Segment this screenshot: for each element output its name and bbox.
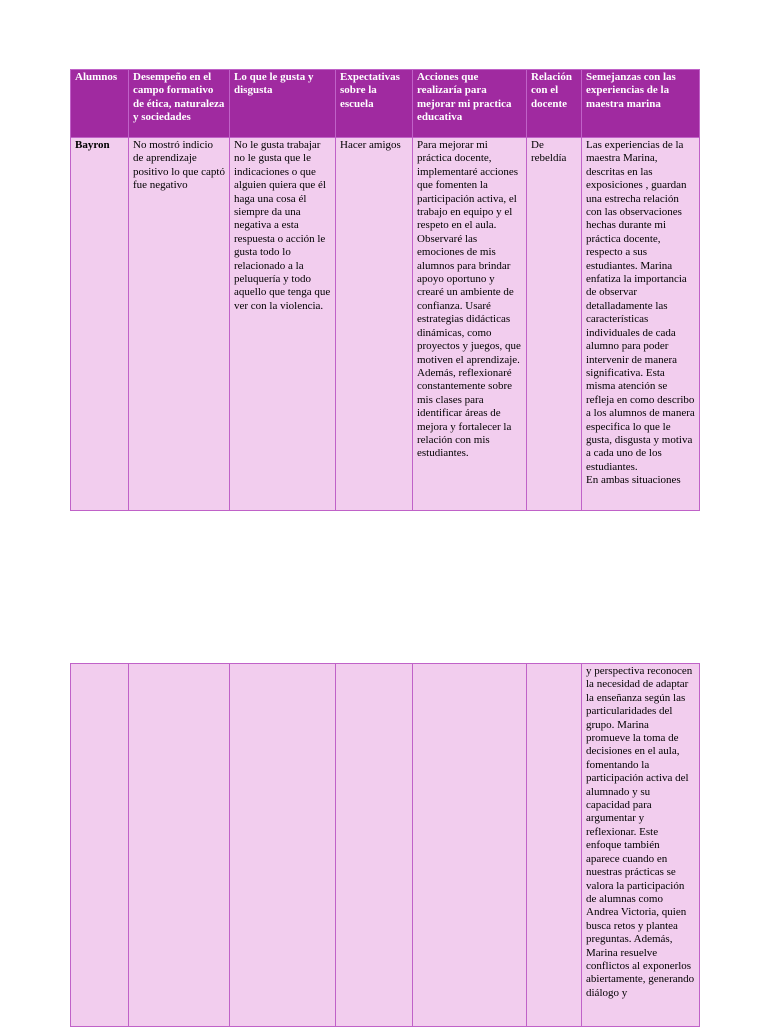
- header-relacion: Relación con el docente: [527, 70, 582, 138]
- cell-acciones: Para mejorar mi práctica docente, implementaré acciones que fomenten la participación activa, el trabajo en equipo y el respeto en el aula. Observaré las emociones de mis alumnos para brindar apoyo oportuno y crearé un ambiente de confianza. Usaré estrategias didácticas dinámicas, como proyectos y juegos, que motiven el aprendizaje. Además, reflexionaré constantemente sobre mis clases para identificar áreas de mejora y fortalecer la relación con mis estudiantes.: [413, 138, 527, 511]
- cell-empty-relacion: [527, 664, 582, 1027]
- observation-table-page1: [70, 69, 700, 511]
- cell-empty-expectativas: [336, 664, 413, 1027]
- header-desempeno: Desempeño en el campo formativo de ética, naturaleza y sociedades: [129, 70, 230, 138]
- header-expectativas: Expectativas sobre la escuela: [336, 70, 413, 138]
- cell-gusta-disgusta: No le gusta trabajar no le gusta que le indicaciones o que alguien quiera que él haga una cosa él siempre da una negativa a esta respuesta o acción le gusta todo lo relacionado a la peluquería y todo aquello que tenga que ver con la violencia.: [230, 138, 336, 511]
- cell-semejanzas-continued: y perspectiva reconocen la necesidad de adaptar la enseñanza según las particularidades del grupo. Marina promueve la toma de decisiones en el aula, fomentando la participación activa del alumnado y su capacidad para argumentar y reflexionar. Este enfoque también aparece cuando en nuestras prácticas se valora la participación de alumnas como Andrea Victoria, quien busca retos y plantea preguntas. Además, Marina resuelve conflictos al exponerlos abiertamente, generando diálogo y: [582, 664, 700, 1027]
- table-row-continued: [71, 664, 700, 1027]
- cell-semejanzas: Las experiencias de la maestra Marina, descritas en las exposiciones , guardan una estrecha relación con las observaciones hechas durante mi práctica docente, respecto a sus estudiantes. Marina enfatiza la importancia de observar detalladamente las características individuales de cada alumno para poder intervenir de manera significativa. Esta misma atención se refleja en como describo a los alumnos de manera especifica lo que le gusta, disgusta y motiva a cada uno de los estudiantes. En ambas situaciones: [582, 138, 700, 511]
- header-acciones: Acciones que realizaría para mejorar mi practica educativa: [413, 70, 527, 138]
- cell-empty-alumno: [71, 664, 129, 1027]
- cell-empty-desempeno: [129, 664, 230, 1027]
- cell-relacion: De rebeldía: [527, 138, 582, 511]
- cell-desempeno: No mostró indicio de aprendizaje positivo lo que captó fue negativo: [129, 138, 230, 511]
- observation-table-page2: [70, 663, 700, 1027]
- cell-expectativas: Hacer amigos: [336, 138, 413, 511]
- cell-empty-acciones: [413, 664, 527, 1027]
- table-header-row: [71, 70, 700, 138]
- cell-empty-gusta-disgusta: [230, 664, 336, 1027]
- header-alumnos: Alumnos: [71, 70, 129, 138]
- cell-alumno: Bayron: [71, 138, 129, 511]
- header-semejanzas: Semejanzas con las experiencias de la maestra marina: [582, 70, 700, 138]
- table-row: [71, 138, 700, 511]
- header-gusta-disgusta: Lo que le gusta y disgusta: [230, 70, 336, 138]
